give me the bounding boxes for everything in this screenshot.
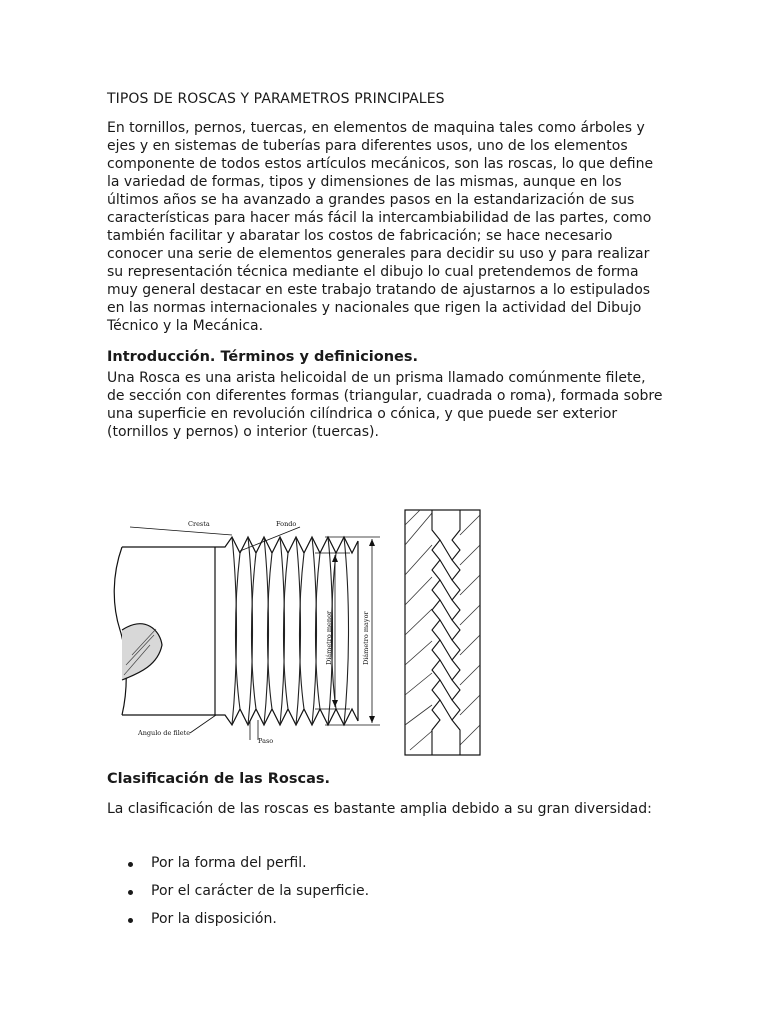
- list-item: Por el carácter de la superficie.: [128, 883, 369, 911]
- label-diametro-menor: Diámetro menor: [325, 610, 333, 665]
- definition-paragraph: Una Rosca es una arista helicoidal de un prisma llamado comúnmente filete, de sección con diferentes formas (triangular, cuadrada o roma), formada sobre una superficie en revolución cilíndrica o cónica, y que puede ser exterior (tornillos y pernos) o interior (tuercas).: [107, 370, 663, 440]
- nut-section: [405, 510, 480, 755]
- intro-paragraph: En tornillos, pernos, tuercas, en elementos de maquina tales como árboles y ejes y en sistemas de tuberías para diferentes usos, uno de los elementos componente de todos estos artículos mecánicos, son las roscas, lo que define la variedad de formas, tipos y dimensiones de las mismas, aunque en los últimos años se ha avanzado a grandes pasos en la estandarización de sus características para hacer más fácil la intercambiabilidad de las partes, como también facilitar y abaratar los costos de fabricación; se hace necesario conocer una serie de elementos generales para decidir su uso y para realizar su representación técnica mediante el dibujo lo cual pretendemos de forma muy general destacar en este trabajo tratando de ajustarnos a lo estipulados en las normas internacionales y nacionales que rigen la actividad del Dibujo Técnico y la Mecánica.: [107, 120, 654, 334]
- clasificacion-paragraph: La clasificación de las roscas es bastante amplia debido a su gran diversidad:: [107, 801, 652, 817]
- page-title: TIPOS DE ROSCAS Y PARAMETROS PRINCIPALES: [107, 91, 445, 107]
- section-heading-introduccion: Introducción. Términos y definiciones.: [107, 349, 419, 365]
- thread-diagram: [110, 505, 500, 760]
- label-cresta: Cresta: [188, 520, 210, 528]
- bullet-icon: [128, 918, 133, 923]
- label-angulo-filete: Angulo de filete: [138, 729, 191, 737]
- bullet-icon: [128, 862, 133, 867]
- label-diametro-mayor: Diámetro mayor: [362, 611, 370, 665]
- bullet-icon: [128, 890, 133, 895]
- label-paso: Paso: [258, 737, 274, 745]
- section-heading-clasificacion: Clasificación de las Roscas.: [107, 771, 330, 787]
- list-item: Por la disposición.: [128, 911, 369, 939]
- clasificacion-list: [128, 855, 369, 939]
- label-fondo: Fondo: [276, 520, 297, 528]
- list-item: Por la forma del perfil.: [128, 855, 369, 883]
